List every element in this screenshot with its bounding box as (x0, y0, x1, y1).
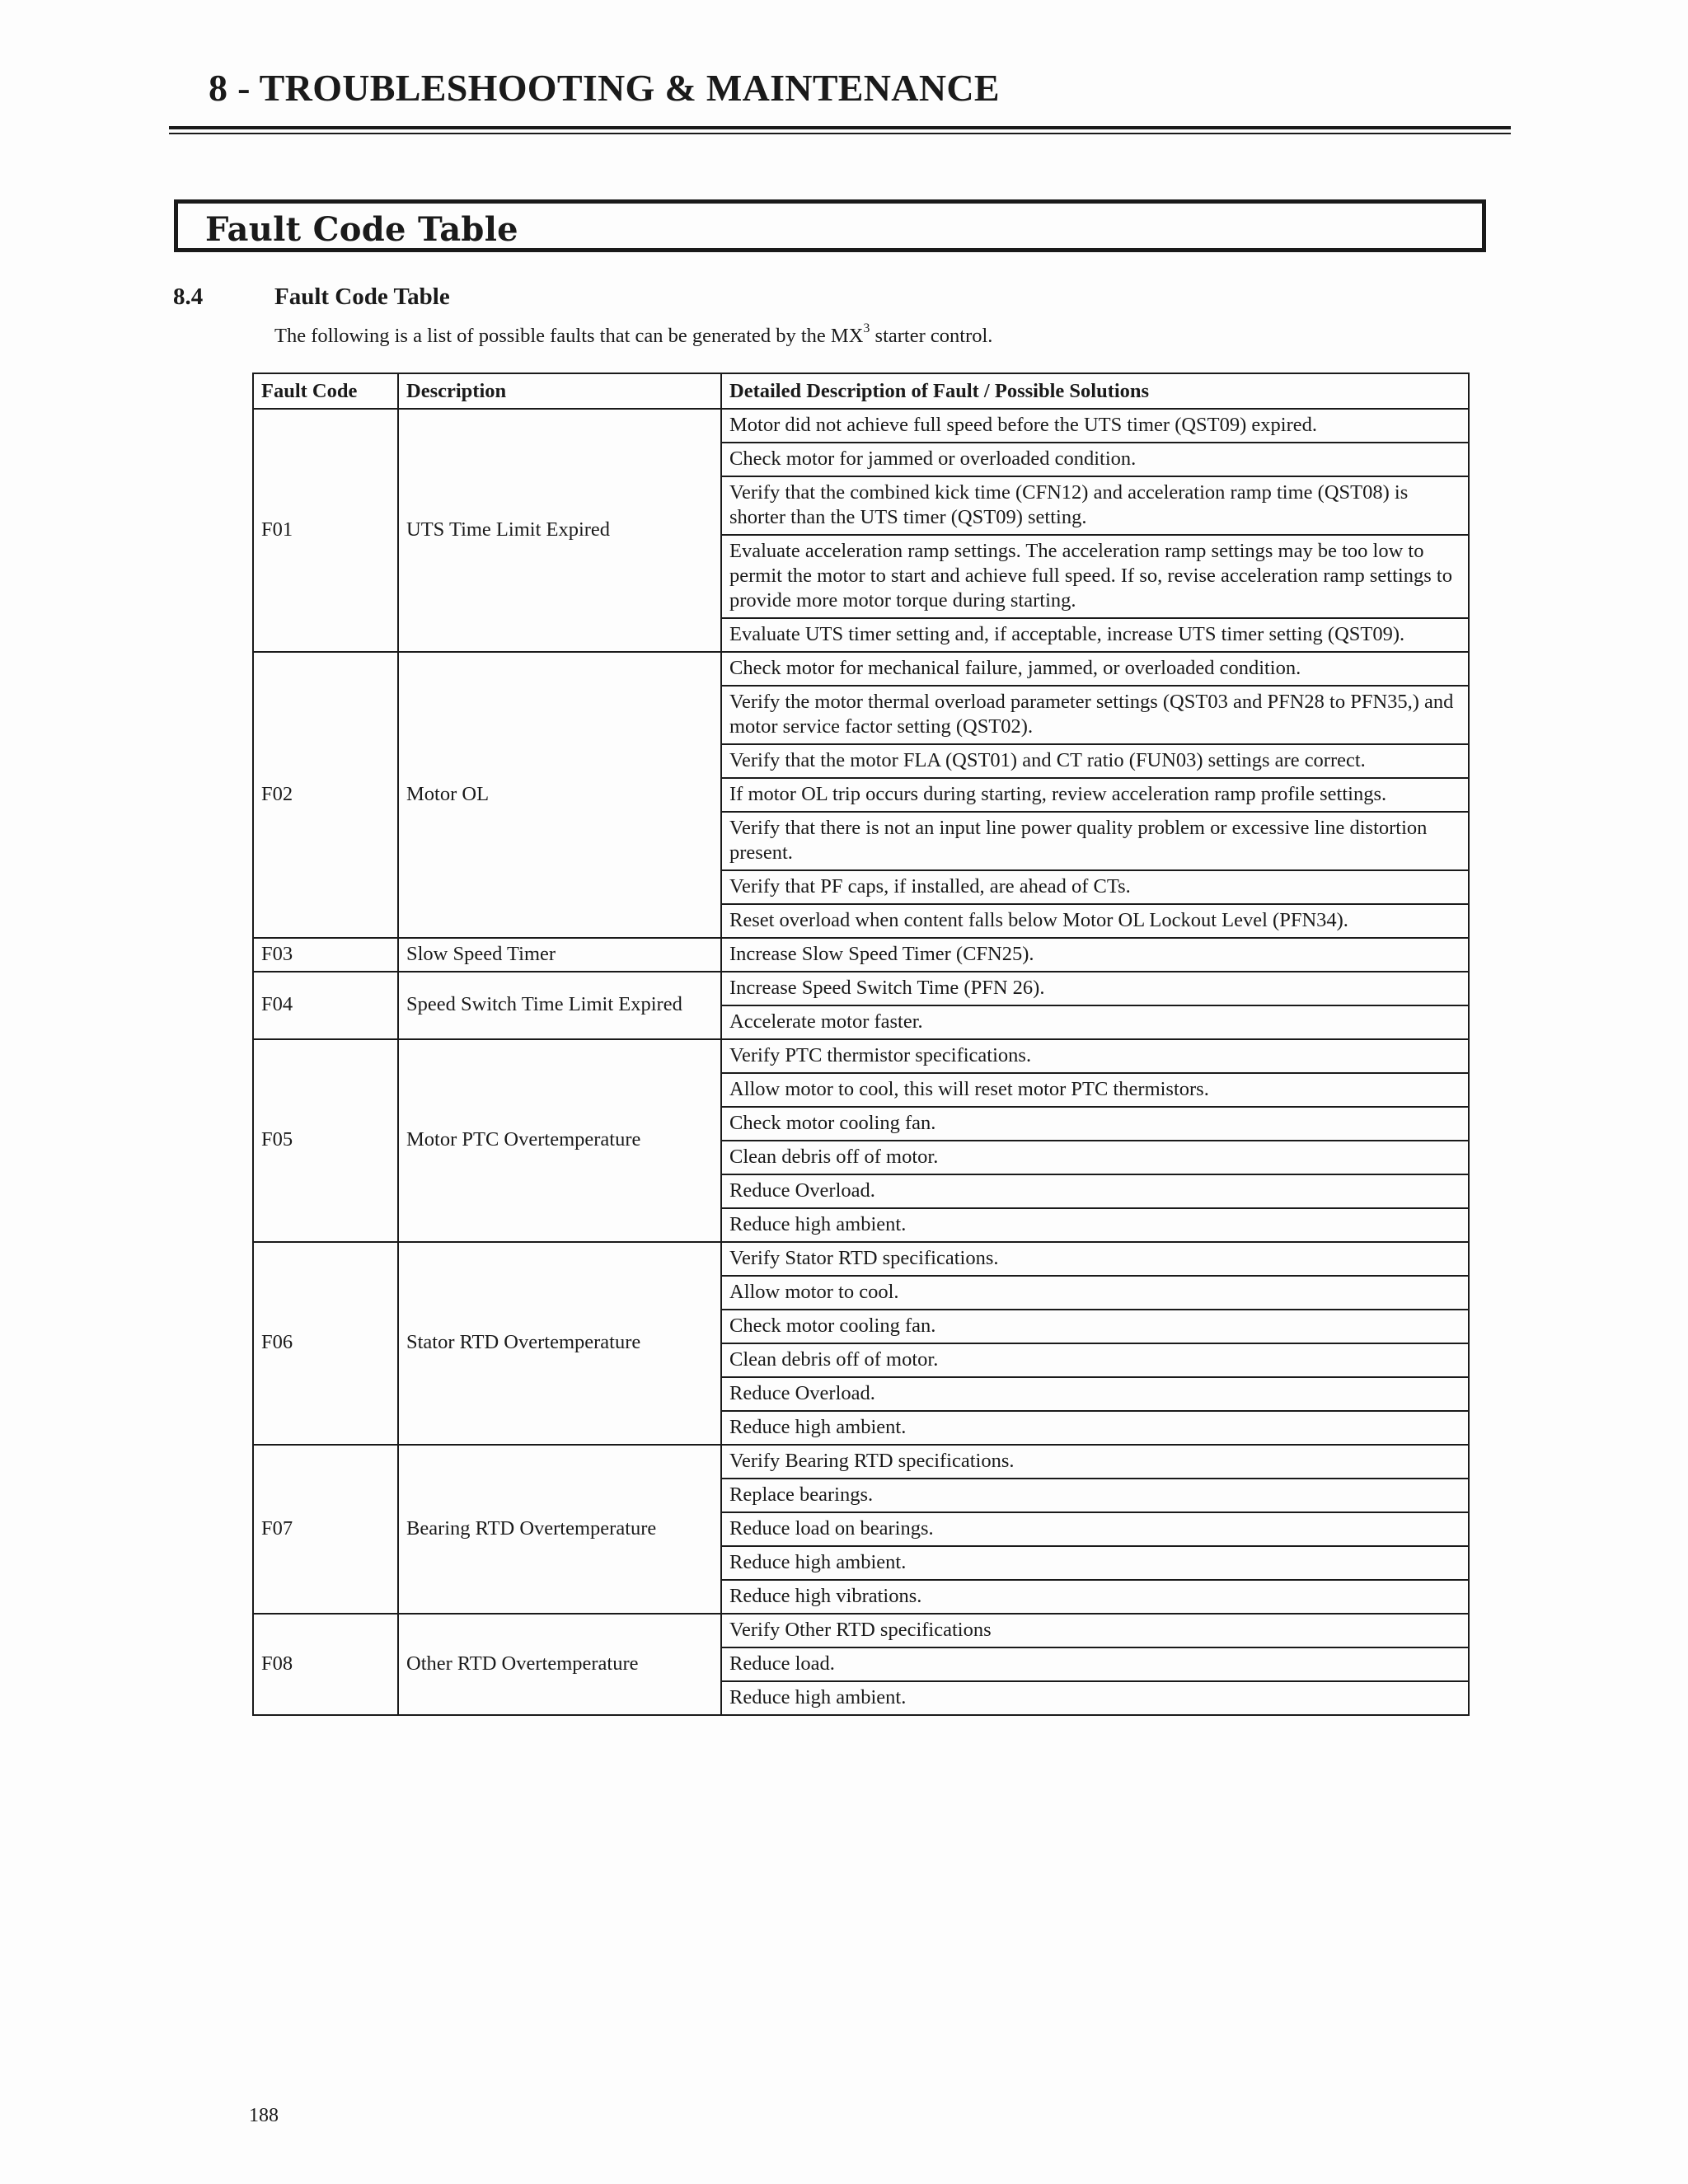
fault-solution-cell: If motor OL trip occurs during starting, review acceleration ramp profile settings. (721, 778, 1469, 812)
fault-solution-cell: Reduce high vibrations. (721, 1580, 1469, 1614)
table-row (253, 972, 1469, 1005)
fault-solution-cell: Verify that there is not an input line power quality problem or excessive line distortion present. (721, 812, 1469, 870)
fault-solution-cell: Reduce high ambient. (721, 1546, 1469, 1580)
fault-solution-cell: Check motor for jammed or overloaded condition. (721, 443, 1469, 476)
header-rule-thick (169, 126, 1511, 129)
fault-description-cell: Slow Speed Timer (398, 938, 721, 972)
table-row (253, 409, 1469, 443)
chapter-title: 8 - TROUBLESHOOTING & MAINTENANCE (209, 67, 1000, 109)
fault-code-cell: F04 (253, 972, 398, 1039)
fault-solution-cell: Allow motor to cool, this will reset motor PTC thermistors. (721, 1073, 1469, 1107)
fault-solution-cell: Reduce load. (721, 1647, 1469, 1681)
fault-solution-cell: Evaluate UTS timer setting and, if acceptable, increase UTS timer setting (QST09). (721, 618, 1469, 652)
intro-text: The following is a list of possible faults that can be generated by the MX (274, 325, 864, 347)
fault-solution-cell: Reduce load on bearings. (721, 1512, 1469, 1546)
fault-solution-cell: Clean debris off of motor. (721, 1343, 1469, 1377)
header-detailed-description: Detailed Description of Fault / Possible Solutions (721, 373, 1469, 409)
table-row (253, 1614, 1469, 1647)
header-fault-code: Fault Code (253, 373, 398, 409)
fault-solution-cell: Verify that the combined kick time (CFN12) and acceleration ramp time (QST08) is shorter than the UTS timer (QST09) setting. (721, 476, 1469, 535)
fault-solution-cell: Reset overload when content falls below Motor OL Lockout Level (PFN34). (721, 904, 1469, 938)
fault-solution-cell: Verify Other RTD specifications (721, 1614, 1469, 1647)
table-header-row (253, 373, 1469, 409)
table-row (253, 1242, 1469, 1276)
table-row (253, 938, 1469, 972)
banner-title: Fault Code Table (205, 210, 518, 249)
header-rule-thin (169, 133, 1511, 134)
section-title: Fault Code Table (274, 284, 450, 310)
fault-solution-cell: Increase Speed Switch Time (PFN 26). (721, 972, 1469, 1005)
fault-solution-cell: Replace bearings. (721, 1479, 1469, 1512)
table-row (253, 652, 1469, 686)
fault-description-cell: Motor OL (398, 652, 721, 938)
fault-solution-cell: Check motor cooling fan. (721, 1107, 1469, 1141)
fault-description-cell: Bearing RTD Overtemperature (398, 1445, 721, 1614)
fault-description-cell: Speed Switch Time Limit Expired (398, 972, 721, 1039)
fault-solution-cell: Verify PTC thermistor specifications. (721, 1039, 1469, 1073)
fault-solution-cell: Verify Bearing RTD specifications. (721, 1445, 1469, 1479)
fault-solution-cell: Reduce high ambient. (721, 1208, 1469, 1242)
fault-solution-cell: Allow motor to cool. (721, 1276, 1469, 1310)
fault-code-cell: F05 (253, 1039, 398, 1242)
section-banner (174, 199, 1486, 252)
fault-solution-cell: Reduce Overload. (721, 1174, 1469, 1208)
header-description: Description (398, 373, 721, 409)
fault-solution-cell: Accelerate motor faster. (721, 1005, 1469, 1039)
fault-solution-cell: Check motor for mechanical failure, jammed, or overloaded condition. (721, 652, 1469, 686)
table-row (253, 1445, 1469, 1479)
section-number: 8.4 (173, 284, 204, 310)
fault-code-cell: F01 (253, 409, 398, 652)
fault-solution-cell: Verify that PF caps, if installed, are ahead of CTs. (721, 870, 1469, 904)
fault-code-cell: F02 (253, 652, 398, 938)
page-number: 188 (249, 2105, 279, 2126)
fault-code-cell: F03 (253, 938, 398, 972)
fault-solution-cell: Verify the motor thermal overload parameter settings (QST03 and PFN28 to PFN35,) and motor service factor setting (QST02). (721, 686, 1469, 744)
fault-description-cell: UTS Time Limit Expired (398, 409, 721, 652)
fault-solution-cell: Increase Slow Speed Timer (CFN25). (721, 938, 1469, 972)
fault-code-cell: F07 (253, 1445, 398, 1614)
fault-solution-cell: Reduce high ambient. (721, 1411, 1469, 1445)
fault-solution-cell: Evaluate acceleration ramp settings. The acceleration ramp settings may be too low to permit the motor to start and achieve full speed. If so, revise acceleration ramp settings to provide more motor torque during starting. (721, 535, 1469, 618)
fault-solution-cell: Reduce high ambient. (721, 1681, 1469, 1715)
fault-solution-cell: Verify that the motor FLA (QST01) and CT ratio (FUN03) settings are correct. (721, 744, 1469, 778)
fault-table-body (253, 409, 1469, 1715)
intro-text-end: starter control. (870, 325, 993, 347)
fault-description-cell: Motor PTC Overtemperature (398, 1039, 721, 1242)
intro-paragraph (274, 321, 993, 348)
fault-description-cell: Stator RTD Overtemperature (398, 1242, 721, 1445)
fault-description-cell: Other RTD Overtemperature (398, 1614, 721, 1715)
fault-code-table (252, 373, 1470, 1716)
fault-solution-cell: Reduce Overload. (721, 1377, 1469, 1411)
fault-code-cell: F08 (253, 1614, 398, 1715)
fault-solution-cell: Verify Stator RTD specifications. (721, 1242, 1469, 1276)
table-row (253, 1039, 1469, 1073)
fault-solution-cell: Motor did not achieve full speed before the UTS timer (QST09) expired. (721, 409, 1469, 443)
fault-code-cell: F06 (253, 1242, 398, 1445)
intro-superscript: 3 (863, 321, 870, 335)
fault-solution-cell: Clean debris off of motor. (721, 1141, 1469, 1174)
fault-solution-cell: Check motor cooling fan. (721, 1310, 1469, 1343)
